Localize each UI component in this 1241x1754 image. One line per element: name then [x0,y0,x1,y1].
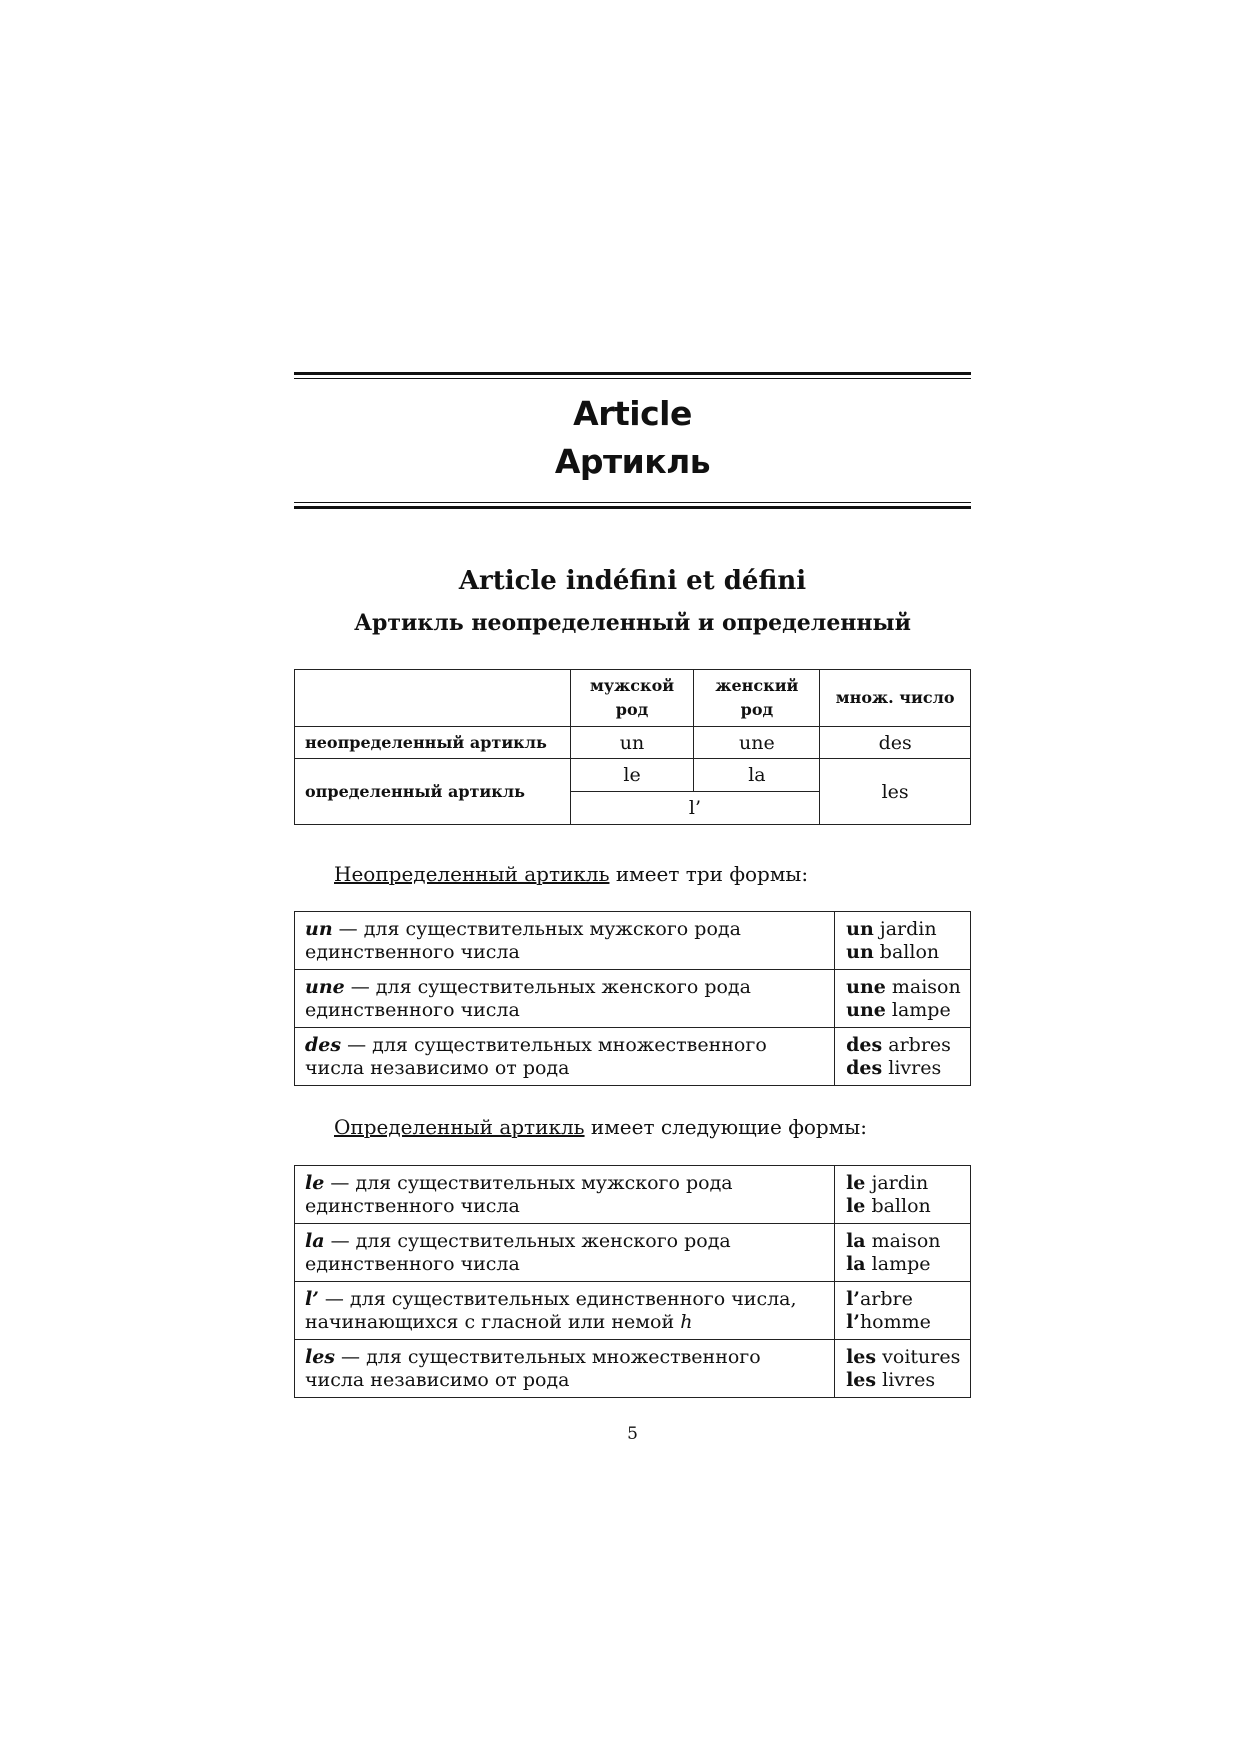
definite-article-table [294,1165,971,1398]
example-word: arbres [882,1033,951,1056]
page-number: 5 [627,1424,638,1444]
definite-row-la [295,1224,971,1282]
example-word: livres [876,1368,936,1391]
example-article: le [846,1171,866,1194]
example-word: homme [859,1310,931,1333]
example-article: un [846,917,874,940]
description-cell [295,970,835,1028]
header-rule-bottom-thin [294,502,971,503]
description-line2: единственного числа [305,1194,520,1217]
example-word: voitures [876,1345,961,1368]
example-word: ballon [865,1194,931,1217]
mute-h-letter: h [680,1310,693,1333]
article-form: les [305,1345,336,1368]
summary-header-row [295,670,971,727]
definite-elided: l’ [570,792,820,825]
chapter-title-ru: Артикль [554,442,711,481]
description-line1: — для существительных мужского рода [332,917,741,940]
description-line2: начинающихся с гласной или немой [305,1310,675,1333]
indefinite-row-des [295,1028,971,1086]
article-form: des [305,1033,342,1056]
header-feminine-line1: женский [715,676,799,695]
header-feminine-line2: род [740,700,774,719]
indefinite-intro-rest: имеет три формы: [609,862,809,886]
definite-intro [334,1115,867,1139]
definite-intro-rest: имеет следующие формы: [584,1115,867,1139]
description-line1: — для существительных женского рода [344,975,751,998]
description-line2: единственного числа [305,940,520,963]
example-word: jardin [865,1171,929,1194]
article-form: une [305,975,345,998]
description-line1: — для существительных единственного числа, [318,1287,797,1310]
definite-masculine: le [570,759,694,792]
description-cell [295,1166,835,1224]
example-article: le [846,1194,866,1217]
header-masculine-line2: род [615,700,649,719]
indefinite-row [295,727,971,759]
example-word: livres [882,1056,942,1079]
example-word: lampe [865,1252,931,1275]
description-line2: числа независимо от рода [305,1056,570,1079]
description-line1: — для существительных женского рода [324,1229,731,1252]
article-summary-table [294,669,971,825]
description-line2: единственного числа [305,998,520,1021]
article-form: l’ [305,1287,319,1310]
description-cell [295,1340,835,1398]
example-article: des [846,1033,883,1056]
example-cell [835,1166,971,1224]
section-title-ru: Артикль неопределенный и определенный [354,610,911,636]
description-cell [295,1282,835,1340]
example-article: la [846,1229,866,1252]
indefinite-row-un [295,912,971,970]
header-masculine-line1: мужской [589,676,675,695]
example-word: arbre [859,1287,913,1310]
description-cell [295,1028,835,1086]
header-plural: множ. число [820,670,971,727]
example-article: l’ [846,1310,860,1333]
example-word: jardin [873,917,937,940]
example-cell [835,1028,971,1086]
indefinite-feminine: une [694,727,820,759]
header-rule-bottom-thick [294,506,971,509]
description-line1: — для существительных мужского рода [324,1171,733,1194]
description-cell [295,1224,835,1282]
indefinite-intro [334,862,808,886]
example-article: la [846,1252,866,1275]
definite-label: определенный артикль [295,759,571,825]
definite-intro-underlined: Определенный артикль [334,1115,585,1139]
header-feminine [694,670,820,727]
summary-header-empty [295,670,571,727]
description-line1: — для существительных множественного [335,1345,761,1368]
indefinite-row-une [295,970,971,1028]
example-cell [835,912,971,970]
example-word: maison [885,975,961,998]
example-article: une [846,998,886,1021]
example-cell [835,970,971,1028]
definite-row-les [295,1340,971,1398]
indefinite-plural: des [820,727,971,759]
example-article: les [846,1345,877,1368]
indefinite-article-table [294,911,971,1086]
article-form: la [305,1229,325,1252]
article-form: un [305,917,333,940]
definite-plural: les [820,759,971,825]
description-cell [295,912,835,970]
description-line2: числа независимо от рода [305,1368,570,1391]
chapter-title-fr: Article [573,394,692,433]
description-line1: — для существительных множественного [341,1033,767,1056]
definite-feminine: la [694,759,820,792]
header-rule-top-thin [294,378,971,379]
header-rule-top-thick [294,372,971,375]
example-cell [835,1340,971,1398]
example-article: un [846,940,874,963]
definite-row-l-elided [295,1282,971,1340]
header-masculine [570,670,694,727]
indefinite-masculine: un [570,727,694,759]
example-word: ballon [873,940,940,963]
example-article: une [846,975,886,998]
article-form: le [305,1171,325,1194]
indefinite-intro-underlined: Неопределенный артикль [334,862,610,886]
example-cell [835,1282,971,1340]
example-word: lampe [885,998,951,1021]
definite-row [295,759,971,792]
example-article: les [846,1368,877,1391]
section-title-fr: Article indéfini et défini [458,566,807,596]
example-word: maison [865,1229,941,1252]
example-cell [835,1224,971,1282]
description-line2: единственного числа [305,1252,520,1275]
example-article: des [846,1056,883,1079]
example-article: l’ [846,1287,860,1310]
indefinite-label: неопределенный артикль [295,727,571,759]
definite-row-le [295,1166,971,1224]
